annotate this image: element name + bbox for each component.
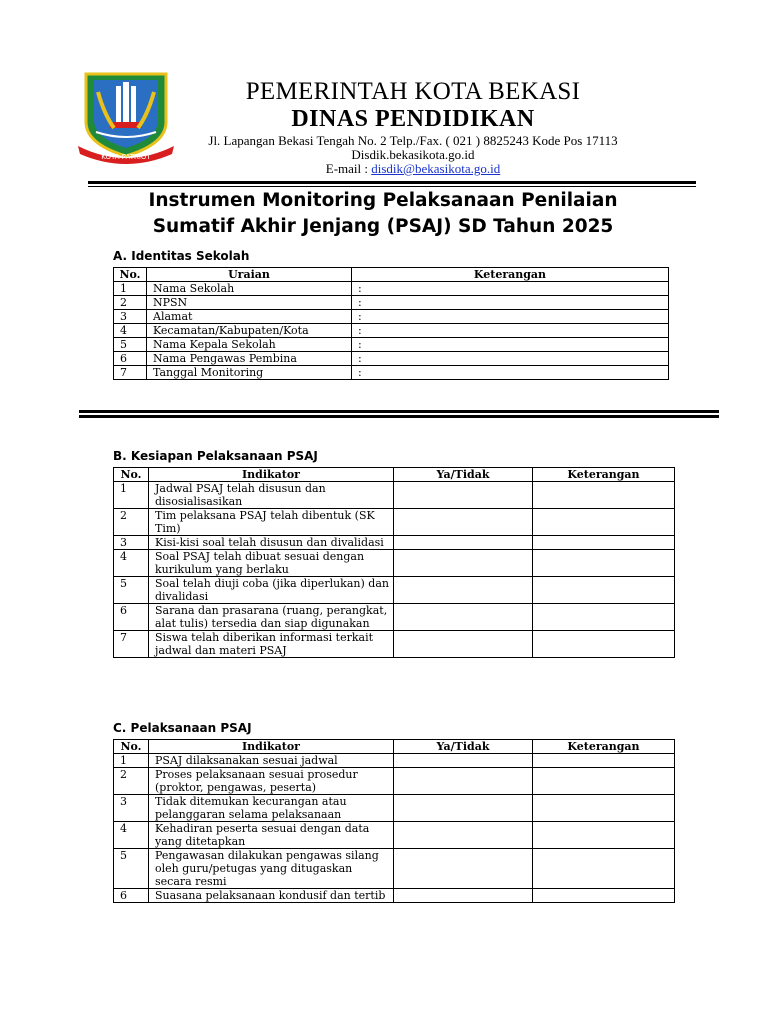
row-ya-tidak-field[interactable] (394, 889, 533, 903)
section-c-heading: C. Pelaksanaan PSAJ (113, 721, 252, 735)
row-keterangan-field[interactable] (369, 296, 669, 310)
row-ya-tidak-field[interactable] (394, 604, 533, 631)
header-keterangan: Keterangan (533, 468, 675, 482)
identity-table (113, 267, 669, 380)
row-keterangan-field[interactable] (533, 577, 675, 604)
row-uraian: Kecamatan/Kabupaten/Kota (147, 324, 352, 338)
kota-bekasi-logo (74, 70, 178, 166)
table-header-row (114, 268, 669, 282)
header-ya-tidak: Ya/Tidak (394, 740, 533, 754)
row-ya-tidak-field[interactable] (394, 509, 533, 536)
header-keterangan: Keterangan (352, 268, 669, 282)
row-number: 3 (114, 310, 147, 324)
section-divider-thick (79, 410, 719, 413)
row-uraian: NPSN (147, 296, 352, 310)
logo-ribbon-text: KOTA PATRIOT (101, 153, 151, 161)
row-number: 6 (114, 889, 149, 903)
row-uraian: Tanggal Monitoring (147, 366, 352, 380)
title-line-1: Instrumen Monitoring Pelaksanaan Penilaian (148, 190, 618, 211)
row-number: 6 (114, 352, 147, 366)
row-number: 5 (114, 849, 149, 889)
row-number: 7 (114, 366, 147, 380)
row-keterangan-field[interactable] (533, 822, 675, 849)
email-label: E-mail : (325, 161, 372, 176)
section-a-heading: A. Identitas Sekolah (113, 249, 250, 263)
row-ya-tidak-field[interactable] (394, 795, 533, 822)
row-keterangan-field[interactable] (533, 631, 675, 658)
row-number: 4 (114, 822, 149, 849)
header-rule-thick (88, 181, 696, 184)
row-number: 4 (114, 324, 147, 338)
website-line: Disdik.bekasikota.go.id (351, 147, 475, 162)
row-ya-tidak-field[interactable] (394, 536, 533, 550)
row-ya-tidak-field[interactable] (394, 631, 533, 658)
header-ya-tidak: Ya/Tidak (394, 468, 533, 482)
table-row (114, 324, 669, 338)
row-ya-tidak-field[interactable] (394, 754, 533, 768)
row-indikator: Kehadiran peserta sesuai dengan data yang ditetapkan (149, 822, 394, 849)
row-ya-tidak-field[interactable] (394, 550, 533, 577)
implementation-table (113, 739, 675, 903)
row-colon: : (352, 282, 369, 296)
table-row (114, 754, 675, 768)
row-ya-tidak-field[interactable] (394, 849, 533, 889)
title-line-2: Sumatif Akhir Jenjang (PSAJ) SD Tahun 2025 (152, 216, 614, 237)
table-row (114, 536, 675, 550)
header-rule-thin (88, 186, 696, 187)
table-header-row (114, 468, 675, 482)
row-keterangan-field[interactable] (533, 509, 675, 536)
table-row (114, 282, 669, 296)
header-indikator: Indikator (149, 468, 394, 482)
row-indikator: Siswa telah diberikan informasi terkait jadwal dan materi PSAJ (149, 631, 394, 658)
row-indikator: Pengawasan dilakukan pengawas silang oleh guru/petugas yang ditugaskan secara resmi (149, 849, 394, 889)
table-row (114, 849, 675, 889)
row-indikator: Suasana pelaksanaan kondusif dan tertib (149, 889, 394, 903)
email-line (180, 162, 646, 176)
row-keterangan-field[interactable] (369, 366, 669, 380)
row-uraian: Nama Pengawas Pembina (147, 352, 352, 366)
row-number: 1 (114, 482, 149, 509)
row-ya-tidak-field[interactable] (394, 577, 533, 604)
document-title (100, 188, 666, 240)
table-row (114, 296, 669, 310)
header-no: No. (114, 468, 149, 482)
row-keterangan-field[interactable] (533, 768, 675, 795)
row-keterangan-field[interactable] (369, 282, 669, 296)
table-header-row (114, 740, 675, 754)
table-row (114, 366, 669, 380)
table-row (114, 310, 669, 324)
government-name: PEMERINTAH KOTA BEKASI (245, 78, 581, 105)
department-name: DINAS PENDIDIKAN (291, 106, 535, 132)
header-no: No. (114, 740, 149, 754)
row-keterangan-field[interactable] (369, 324, 669, 338)
row-ya-tidak-field[interactable] (394, 822, 533, 849)
row-number: 2 (114, 768, 149, 795)
row-keterangan-field[interactable] (533, 849, 675, 889)
table-row (114, 604, 675, 631)
row-keterangan-field[interactable] (533, 482, 675, 509)
row-number: 4 (114, 550, 149, 577)
row-indikator: Jadwal PSAJ telah disusun dan disosialisasikan (149, 482, 394, 509)
row-number: 2 (114, 296, 147, 310)
row-number: 1 (114, 754, 149, 768)
email-link[interactable]: disdik@bekasikota.go.id (371, 161, 501, 176)
row-indikator: Soal telah diuji coba (jika diperlukan) dan divalidasi (149, 577, 394, 604)
row-colon: : (352, 324, 369, 338)
row-keterangan-field[interactable] (533, 536, 675, 550)
row-keterangan-field[interactable] (533, 604, 675, 631)
table-row (114, 352, 669, 366)
table-row (114, 889, 675, 903)
readiness-table (113, 467, 675, 658)
row-uraian: Alamat (147, 310, 352, 324)
address-line: Jl. Lapangan Bekasi Tengah No. 2 Telp./Fax. ( 021 ) 8825243 Kode Pos 17113 (208, 133, 618, 148)
row-colon: : (352, 352, 369, 366)
row-ya-tidak-field[interactable] (394, 768, 533, 795)
table-row (114, 482, 675, 509)
header-keterangan: Keterangan (533, 740, 675, 754)
section-b-heading: B. Kesiapan Pelaksanaan PSAJ (113, 449, 318, 463)
row-colon: : (352, 366, 369, 380)
row-uraian: Nama Sekolah (147, 282, 352, 296)
header-indikator: Indikator (149, 740, 394, 754)
row-indikator: Soal PSAJ telah dibuat sesuai dengan kurikulum yang berlaku (149, 550, 394, 577)
row-number: 1 (114, 282, 147, 296)
row-uraian: Nama Kepala Sekolah (147, 338, 352, 352)
row-indikator: Kisi-kisi soal telah disusun dan divalidasi (149, 536, 394, 550)
row-number: 5 (114, 577, 149, 604)
row-keterangan-field[interactable] (533, 754, 675, 768)
row-number: 5 (114, 338, 147, 352)
row-keterangan-field[interactable] (369, 310, 669, 324)
table-row (114, 768, 675, 795)
address-block (180, 134, 646, 176)
row-keterangan-field[interactable] (533, 795, 675, 822)
row-number: 2 (114, 509, 149, 536)
table-row (114, 550, 675, 577)
table-row (114, 577, 675, 604)
row-keterangan-field[interactable] (533, 889, 675, 903)
row-number: 3 (114, 795, 149, 822)
table-row (114, 631, 675, 658)
header-uraian: Uraian (147, 268, 352, 282)
row-number: 7 (114, 631, 149, 658)
row-indikator: Tim pelaksana PSAJ telah dibentuk (SK Tim) (149, 509, 394, 536)
table-row (114, 338, 669, 352)
row-number: 3 (114, 536, 149, 550)
row-keterangan-field[interactable] (369, 338, 669, 352)
row-keterangan-field[interactable] (369, 352, 669, 366)
row-indikator: Proses pelaksanaan sesuai prosedur (proktor, pengawas, peserta) (149, 768, 394, 795)
section-divider-thick-2 (79, 415, 719, 418)
row-indikator: PSAJ dilaksanakan sesuai jadwal (149, 754, 394, 768)
row-colon: : (352, 296, 369, 310)
header-no: No. (114, 268, 147, 282)
row-ya-tidak-field[interactable] (394, 482, 533, 509)
row-indikator: Tidak ditemukan kecurangan atau pelanggaran selama pelaksanaan (149, 795, 394, 822)
row-colon: : (352, 310, 369, 324)
row-keterangan-field[interactable] (533, 550, 675, 577)
row-indikator: Sarana dan prasarana (ruang, perangkat, alat tulis) tersedia dan siap digunakan (149, 604, 394, 631)
table-row (114, 822, 675, 849)
row-colon: : (352, 338, 369, 352)
row-number: 6 (114, 604, 149, 631)
table-row (114, 795, 675, 822)
table-row (114, 509, 675, 536)
